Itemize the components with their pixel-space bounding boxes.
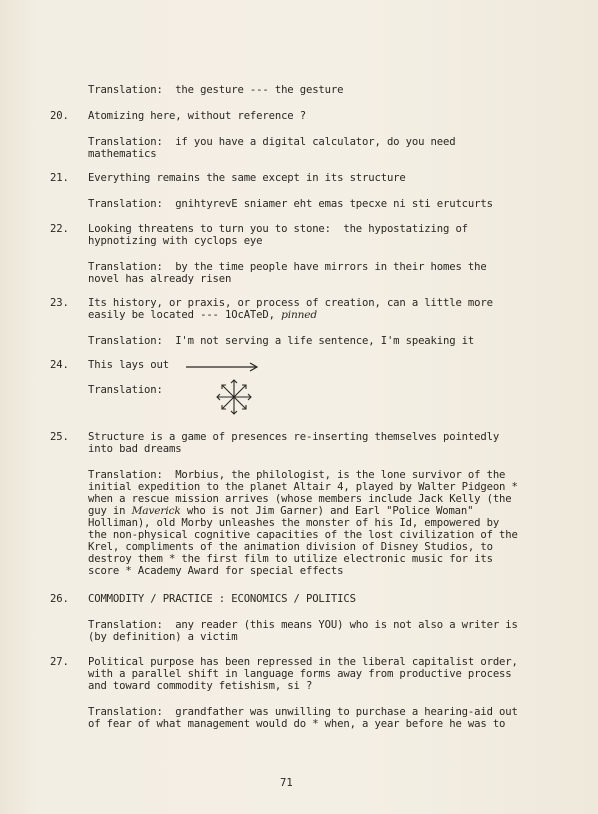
right-arrow-icon <box>185 361 261 373</box>
translation-25-line6: the non-physical cognitive capacities of the lost civilization of the <box>88 529 518 541</box>
item-24-text: This lays out <box>88 359 169 371</box>
item-number-23: 23. <box>50 297 69 309</box>
translation-26-line1: Translation: any reader (this means YOU) who is not also a writer is <box>88 619 518 631</box>
translation-22-line1: Translation: by the time people have mirrors in their homes the <box>88 261 487 273</box>
translation-19: Translation: the gesture --- the gesture <box>88 84 344 96</box>
item-27-line2: with a parallel shift in language forms away from productive process <box>88 668 512 680</box>
item-20-text: Atomizing here, without reference ? <box>88 110 306 122</box>
translation-25-line5: Holliman), old Morby unleashes the monster of his Id, empowered by <box>88 517 500 529</box>
italic-word: pinned <box>281 309 318 321</box>
translation-25-line9: score * Academy Award for special effects <box>88 565 344 577</box>
translation-22-line2: novel has already risen <box>88 273 232 285</box>
item-22-line2: hypnotizing with cyclops eye <box>88 235 263 247</box>
item-25-line1: Structure is a game of presences re-inserting themselves pointedly <box>88 431 500 443</box>
item-27-line1: Political purpose has been repressed in the liberal capitalist order, <box>88 656 518 668</box>
item-number-22: 22. <box>50 223 69 235</box>
translation-25-line4: guy in Maverick who is not Jim Garner) and Earl "Police Woman" <box>88 505 474 517</box>
translation-23: Translation: I'm not serving a life sentence, I'm speaking it <box>88 335 475 347</box>
translation-25-line2: initial expedition to the planet Altair 4, played by Walter Pidgeon * <box>88 481 518 493</box>
translation-20-line1: Translation: if you have a digital calculator, do you need <box>88 136 456 148</box>
translation-21: Translation: gnihtyrevE sniamer eht emas tpecxe ni sti erutcurts <box>88 198 493 210</box>
translation-26-line2: (by definition) a victim <box>88 631 238 643</box>
item-number-25: 25. <box>50 431 69 443</box>
translation-25-line7: Krel, compliments of the animation division of Disney Studios, to <box>88 541 493 553</box>
translation-27-line2: of fear of what management would do * when, a year before he was to <box>88 718 506 730</box>
item-21-text: Everything remains the same except in its structure <box>88 172 406 184</box>
item-23-line2: easily be located --- 1OcATeD, pinned <box>88 309 318 321</box>
translation-25-line3: when a rescue mission arrives (whose members include Jack Kelly (the <box>88 493 512 505</box>
translation-25-line1: Translation: Morbius, the philologist, is the lone survivor of the <box>88 469 506 481</box>
item-22-line1: Looking threatens to turn you to stone: the hypostatizing of <box>88 223 468 235</box>
item-number-27: 27. <box>50 656 69 668</box>
item-number-20: 20. <box>50 110 69 122</box>
item-23-line1: Its history, or praxis, or process of creation, can a little more <box>88 297 493 309</box>
item-number-26: 26. <box>50 593 69 605</box>
translation-25-line8: destroy them * the first film to utilize electronic music for its <box>88 553 493 565</box>
eight-way-arrows-icon <box>214 377 254 417</box>
page-number: 71 <box>280 777 293 789</box>
item-number-24: 24. <box>50 359 69 371</box>
item-number-21: 21. <box>50 172 69 184</box>
italic-word: Maverick <box>131 505 181 517</box>
translation-27-line1: Translation: grandfather was unwilling to purchase a hearing-aid out <box>88 706 518 718</box>
item-26-text: COMMODITY / PRACTICE : ECONOMICS / POLITICS <box>88 593 356 605</box>
item-27-line3: and toward commodity fetishism, si ? <box>88 680 313 692</box>
translation-24: Translation: <box>88 384 163 396</box>
item-25-line2: into bad dreams <box>88 443 182 455</box>
translation-20-line2: mathematics <box>88 148 157 160</box>
